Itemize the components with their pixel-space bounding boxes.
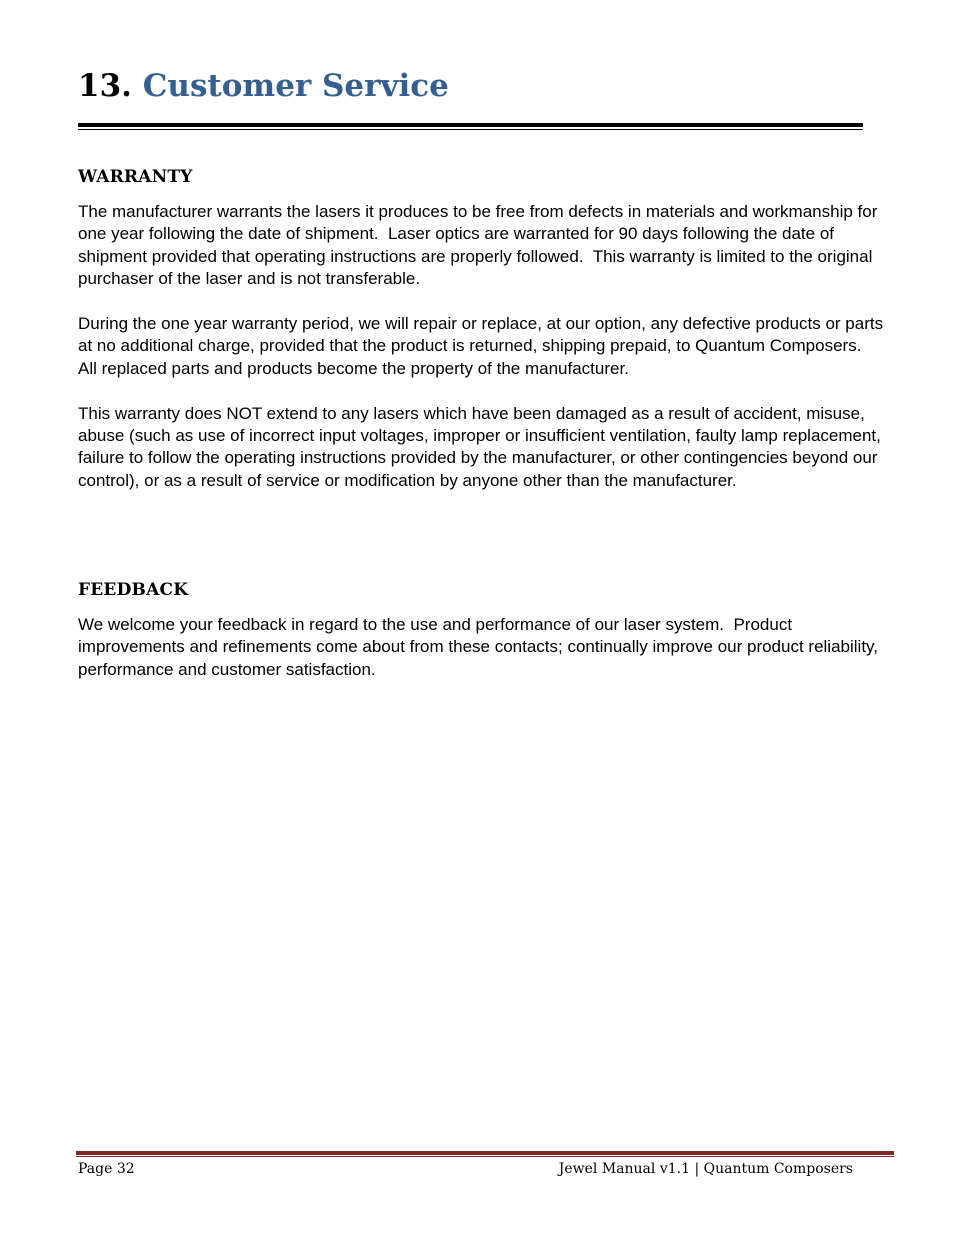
footer-page-number: Page 32: [78, 1161, 135, 1177]
section-title: Customer Service: [142, 68, 449, 104]
footer-document-title: Jewel Manual v1.1 | Quantum Composers: [558, 1161, 853, 1177]
feedback-paragraph: We welcome your feedback in regard to the use and performance of our laser system. Product improvements and refinements come about from these contacts; continually improve our product reliability, performance and customer satisfaction.: [78, 615, 883, 679]
feedback-section: [78, 578, 888, 681]
warranty-section: [78, 165, 888, 492]
warranty-paragraph-1: The manufacturer warrants the lasers it produces to be free from defects in materials and workmanship for one year following the date of shipment. Laser optics are warranted for 90 days following the date of shipment provided that operating instructions are properly followed. This warranty is limited to the original purchaser of the laser and is not transferable.: [78, 202, 883, 289]
warranty-paragraph-2: During the one year warranty period, we will repair or replace, at our option, any defective products or parts at no additional charge, provided that the product is returned, shipping prepaid, to Quantum Composers. All replaced parts and products become the property of the manufacturer.: [78, 314, 888, 378]
warranty-heading: WARRANTY: [78, 167, 193, 187]
footer-divider-thin: [76, 1156, 894, 1157]
feedback-heading: FEEDBACK: [78, 580, 189, 600]
footer-divider-thick: [76, 1151, 894, 1155]
section-number: 13.: [78, 68, 132, 104]
warranty-paragraph-3: This warranty does NOT extend to any lasers which have been damaged as a result of accident, misuse, abuse (such as use of incorrect input voltages, improper or insufficient ventilation, faulty lamp replacement, failure to follow the operating instructions provided by the manufacturer, or other contingencies beyond our control), or as a result of service or modification by anyone other than the manufacturer.: [78, 403, 886, 490]
title-divider-thick: [78, 123, 863, 127]
title-divider-thin: [78, 129, 863, 130]
page-title: [78, 62, 449, 110]
